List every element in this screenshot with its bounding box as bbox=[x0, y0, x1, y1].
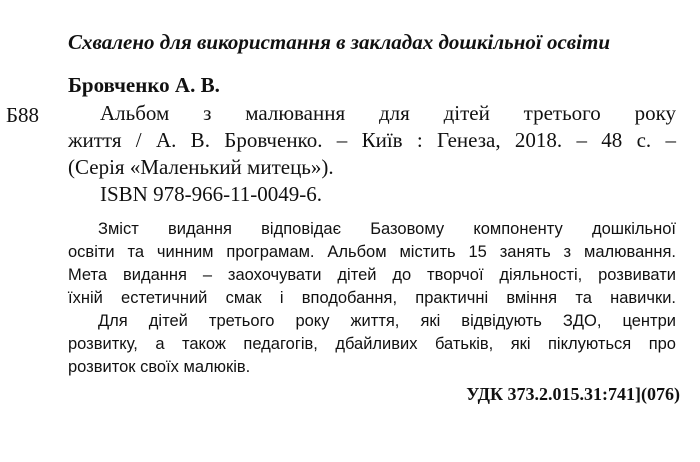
approval-note: Схвалено для використання в закладах дошкільної освіти bbox=[68, 30, 611, 54]
bibliographic-line: Альбом з малювання для дітей третього року bbox=[100, 101, 676, 125]
isbn: ISBN 978-966-11-0049-6. bbox=[100, 182, 323, 206]
annotation-line: освіти та чинним програмам. Альбом містить 15 занять з малювання. bbox=[68, 243, 676, 261]
author-heading: Бровченко А. В. bbox=[68, 73, 220, 97]
annotation-line: розвитку, а також педагогів, дбайливих батьків, які піклуються про bbox=[68, 335, 676, 353]
annotation-paragraph bbox=[68, 218, 676, 310]
annotation-line: їхній естетичний смак і вподобання, практичні вміння та навички. bbox=[68, 289, 676, 307]
bibliographic-line: (Серія «Маленький митець»). bbox=[68, 155, 334, 179]
annotation-line: Зміст видання відповідає Базовому компоненту дошкільної bbox=[98, 220, 676, 238]
annotation-line: Мета видання – заохочувати дітей до творчої діяльності, розвивати bbox=[68, 266, 676, 284]
annotation-line: Для дітей третього року життя, які відвідують ЗДО, центри bbox=[98, 312, 676, 330]
bibliographic-line: життя / А. В. Бровченко. – Київ : Генеза, 2018. – 48 с. – bbox=[68, 128, 676, 152]
annotation-line: розвиток своїх малюків. bbox=[68, 358, 251, 376]
classification-code: Б88 bbox=[6, 103, 40, 127]
bibliographic-record bbox=[68, 100, 676, 208]
udc-code: УДК 373.2.015.31:741](076) bbox=[466, 384, 680, 404]
annotation-paragraph bbox=[68, 310, 676, 379]
annotation bbox=[68, 218, 676, 379]
